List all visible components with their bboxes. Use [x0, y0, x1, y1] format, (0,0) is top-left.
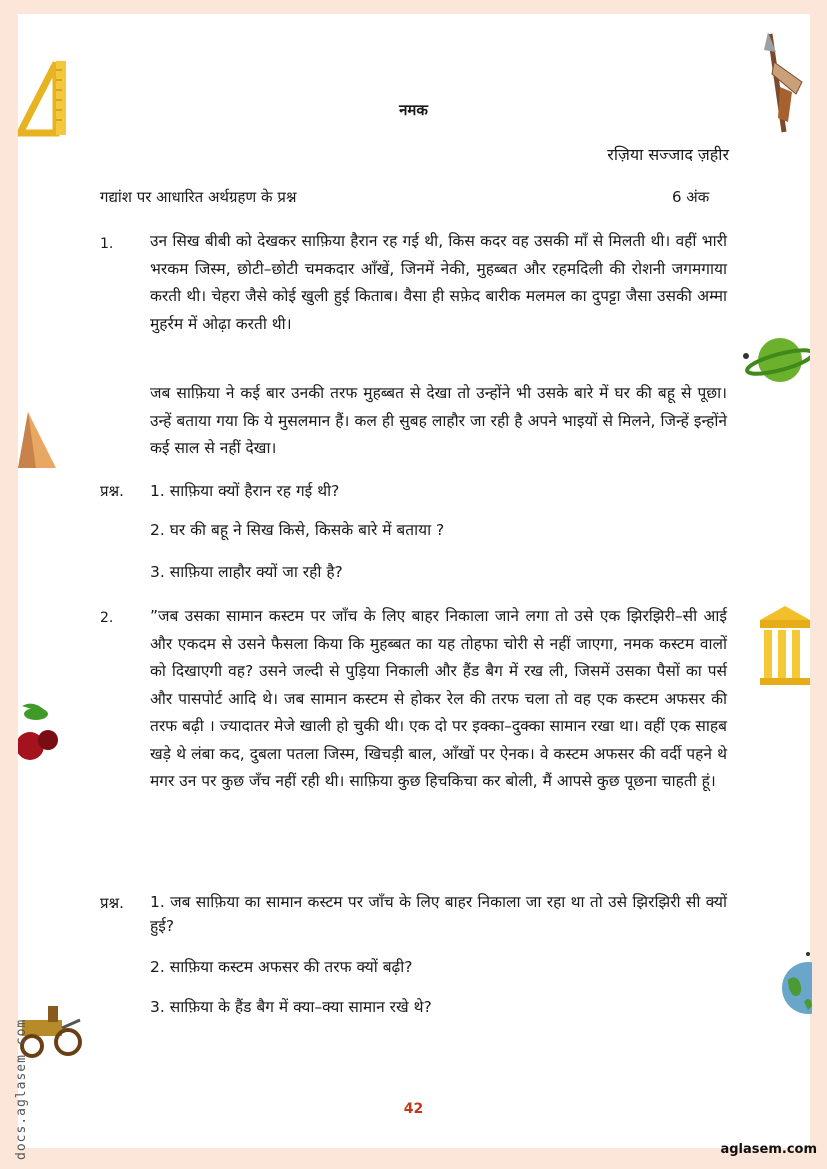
- side-watermark: docs.aglasem.com: [14, 1018, 29, 1160]
- question-item: 3. साफ़िया लाहौर क्यों जा रही है?: [150, 563, 343, 581]
- site-link[interactable]: aglasem.com: [720, 1142, 817, 1157]
- question-item: 3. साफ़िया के हैंड बैग में क्या–क्या सामान रखे थे?: [150, 998, 432, 1016]
- question-item: 1. साफ़िया क्यों हैरान रह गई थी?: [150, 482, 340, 500]
- question-item: 2. घर की बहू ने सिख किसे, किसके बारे में बताया ?: [150, 521, 445, 539]
- cherries-icon: [18, 700, 60, 770]
- passage-number: 2.: [100, 610, 114, 626]
- question-label: प्रश्न.: [100, 894, 124, 912]
- spear-icon: [762, 32, 812, 137]
- question-label: प्रश्न.: [100, 482, 124, 500]
- passage-paragraph: जब साफ़िया ने कई बार उनकी तरफ मुहब्बत से देखा तो उन्होंने भी उसके बारे में घर की बहू से पूछा। उन्हें बताया गया कि ये मुसलमान हैं। कल ही सुबह लाहौर जा रही है अपने भाइयों से मिलने, जिन्हें इन्होंने कई साल से नहीं देखा।: [150, 384, 727, 457]
- pyramid-icon: [18, 410, 58, 470]
- page-number: 42: [403, 1101, 424, 1117]
- passage-paragraph: उन सिख बीबी को देखकर साफ़िया हैरान रह गई थी, किस कदर वह उसकी माँ से मिलती थी। वहीं भारी भरकम जिस्म, छोटी–छोटी चमकदार आँखें, जिनमें नेकी, मुहब्बत और रहमदिली की रोशनी जगमगाया करती थी। चेहरा जैसे कोई खुली हुई किताब। वैसा ही सफ़ेद बारीक मलमल का दुपट्टा जैसा उसकी अम्मा मुहर्रम में ओढ़ा करती थी।: [150, 232, 727, 333]
- passage-paragraph: ”जब उसका सामान कस्टम पर जाँच के लिए बाहर निकाला जाने लगा तो उसे एक झिरझिरी–सी आई और एकदम से उसने फैसला किया कि मुहब्बत का यह तोहफा चोरी से नहीं जाएगा, नमक कस्टम वालों को दिखाएगी वह? उसने जल्दी से पुड़िया निकाली और हैंड बैग में रख ली, जिसमें उसका पैसों का पर्स और पासपोर्ट आदि थे। जब सामान कस्टम से होकर रेल की तरफ चला तो वह एक कस्टम अफसर की तरफ बढ़ी । ज्यादातर मेजे खाली हो चुकी थी। एक दो पर इक्का–दुक्का सामान रखा था। वहीं एक साहब खड़े थे लंबा कद, दुबला पतला जिस्म, खिचड़ी बाल, आँखों पर ऐनक। वे कस्टम अफसर की वर्दी पहने थे मगर उन पर कुछ जँच नहीं रही थी। साफ़िया कुछ हिचकिचा कर बोली, मैं आपसे कुछ पूछना चाहती हूं।: [150, 607, 727, 790]
- question-item: 2. साफ़िया कस्टम अफसर की तरफ क्यों बढ़ी?: [150, 958, 413, 976]
- section-heading: गद्यांश पर आधारित अर्थग्रहण के प्रश्न: [100, 188, 297, 206]
- chapter-title: नमक: [399, 101, 428, 119]
- column-icon: [760, 606, 810, 686]
- planet-icon: [740, 332, 810, 387]
- question-item: 1. जब साफ़िया का सामान कस्टम पर जाँच के लिए बाहर निकाला जा रहा था तो उसे झिरझिरी सी क्यों हुई?: [150, 893, 727, 935]
- passage-number: 1.: [100, 236, 114, 252]
- marks-label: 6 अंक: [672, 188, 710, 206]
- globe-icon: [778, 950, 812, 1020]
- ruler-triangle-icon: [18, 58, 68, 138]
- author-name: रज़िया सज्जाद ज़हीर: [607, 145, 729, 164]
